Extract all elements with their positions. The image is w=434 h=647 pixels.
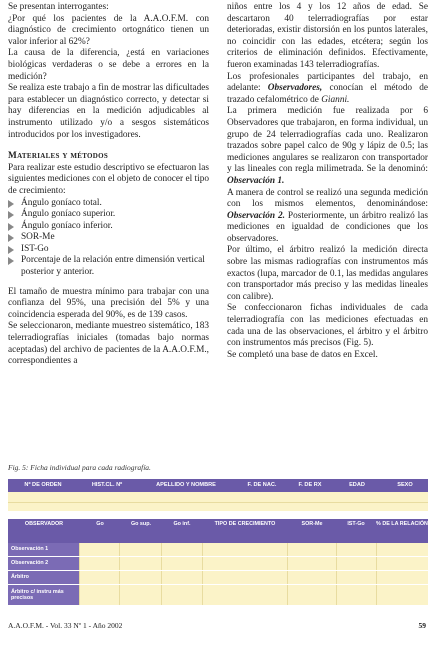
list-item-text: Ángulo goníaco inferior. [21, 220, 113, 231]
row-label: Árbitro [8, 571, 79, 584]
paragraph: Se confeccionaron fichas individuales de cada telerradiografía con las mediciones efectuadas en cada una de las observaciones, el árbitro y el árbitro con instrumentos más precisos (Fig. 5). [227, 303, 428, 349]
term-observacion-1: Observación 1. [227, 175, 285, 186]
list-item-text: Porcentaje de la relación entre dimensión vertical posterior y anterior. [21, 255, 205, 278]
paragraph: Se presentan interrogantes: [8, 2, 109, 12]
text-run: conocían el método de trazado cefalométrico de [227, 83, 428, 105]
list-item [8, 255, 209, 278]
row-label: Árbitro c/ instru más precisos [8, 585, 79, 605]
paragraph [227, 188, 428, 246]
text-run: Posteriormente, un árbitro realizó las mediciones en igualdad de condiciones que los observadores. [227, 210, 428, 244]
radiograph-record-form [8, 479, 428, 606]
journal-reference: A.A.O.F.M. - Vol. 33 Nº 1 - Año 2002 [8, 621, 123, 630]
left-column [8, 2, 209, 368]
bullet-triangle-icon [8, 246, 14, 254]
table-row [8, 585, 428, 606]
table-row [8, 557, 428, 571]
bullet-triangle-icon [8, 211, 14, 219]
page-number: 59 [418, 621, 426, 630]
patient-data-row [8, 492, 428, 503]
text-run: Los profesionales participantes del trabajo, en adelante: [227, 71, 428, 94]
header-cell: % DE LA RELACIÓN [376, 521, 428, 527]
header-cell: Go sup. [130, 521, 152, 527]
section-heading: Materiales y métodos [8, 151, 109, 162]
table-row [8, 543, 428, 557]
term-gianni: Gianni. [321, 94, 350, 105]
paragraph [227, 106, 428, 187]
header-cell: SEXO [397, 482, 413, 488]
term-observacion-2: Observación 2. [227, 210, 285, 221]
paragraph: ¿Por qué los pacientes de la A.A.O.F.M. con diagnóstico de crecimiento ortognático tienen un valor inferior al 62%? [8, 13, 209, 47]
paragraph: El tamaño de muestra mínimo para trabajar con una confianza del 95%, una precisión del 5% y una coincidencia esperada del 90%, es de 139 casos. [8, 286, 209, 320]
header-cell: OBSERVADOR [24, 521, 64, 527]
paragraph: Por último, el árbitro realizó la medición directa sobre las mismas radiografías con instrumentos más exactos (lupa, marcador de 0.1, las medidas angulares con transportador más preciso y las medidas lineales con calibre). [227, 245, 428, 302]
list-item [8, 198, 209, 210]
list-item [8, 244, 209, 256]
measurement-list [8, 198, 209, 279]
bullet-triangle-icon [8, 257, 14, 265]
header-cell: SOR-Me [301, 521, 323, 527]
text-run: La primera medición fue realizada por 6 Observadores que trabajaron, en forma individual, un grupo de 24 telerradiografías cada uno. Realizaron trazados sobre papel calco de 90g y lápiz de 0.5; las mediciones angulares se realizaron con transportador y las lineales con regla milimetrada. Se la denominó: [227, 106, 428, 175]
paragraph: Se completó una base de datos en Excel. [227, 349, 378, 360]
table-row [8, 571, 428, 585]
header-cell: F. DE NAC. [247, 482, 277, 488]
row-label: Observación 2 [8, 557, 79, 570]
term-observadores: Observadores, [267, 83, 323, 94]
bullet-triangle-icon [8, 234, 14, 242]
paragraph: niños entre los 4 y los 12 años de edad. Se descartaron 40 telerradiografías por estar deterioradas, existir distorsión en los puntos laterales, no coincidir con las edades, etcétera; según los criterios de eliminación definidos. Efectivamente, fueron examinadas 143 telerradiografías. [227, 2, 428, 70]
figure-caption: Fig. 5: Ficha individual para cada radiografía. [8, 463, 151, 472]
header-cell: HIST.CL. Nº [91, 482, 123, 488]
header-cell: EDAD [349, 482, 365, 488]
header-cell: Go inf. [173, 521, 191, 527]
header-cell: Nº DE ORDEN [24, 482, 62, 488]
row-label: Observación 1 [8, 543, 79, 556]
observation-header-row [8, 519, 428, 543]
paragraph: Se realiza este trabajo a fin de mostrar las dificultades para establecer un diagnóstico correcto, y detectar si hay diferencias en la medición adjudicables al instrumento utilizado y/o a sesgos sistemáticos introducidos por los investigadores. [8, 83, 209, 140]
text-run: A manera de control se realizó una segunda medición con los mismos elementos, denominándose: [227, 187, 428, 210]
header-cell: Go [96, 521, 104, 527]
header-cell: IST-Go [347, 521, 365, 527]
patient-data-row [8, 503, 428, 511]
list-item [8, 209, 209, 221]
header-cell: TIPO DE CRECIMIENTO [214, 521, 276, 527]
list-item [8, 232, 209, 244]
list-item-text: IST-Go [21, 243, 49, 254]
header-cell: APELLIDO Y NOMBRE [156, 482, 216, 488]
bullet-triangle-icon [8, 200, 14, 208]
header-cell: F. DE RX [298, 482, 322, 488]
list-item [8, 221, 209, 233]
patient-header-row [8, 479, 428, 492]
paragraph: La causa de la diferencia, ¿está en variaciones biológicas verdaderas o se debe a errores en la medición? [8, 48, 209, 82]
list-item-text: SOR-Me [21, 232, 55, 243]
list-item-text: Ángulo goníaco superior. [21, 209, 116, 220]
paragraph: Se seleccionaron, mediante muestreo sistemático, 183 telerradiografías iniciales (tomadas bajo normas aceptadas) del archivo de pacientes de la A.A.O.F.M., correspondientes a [8, 321, 209, 367]
paragraph: Para realizar este estudio descriptivo se efectuaron las siguientes mediciones con el objeto de conocer el tipo de crecimiento: [8, 162, 209, 196]
paragraph [227, 72, 428, 107]
page-footer [8, 621, 426, 630]
right-column [227, 2, 428, 361]
bullet-triangle-icon [8, 223, 14, 231]
list-item-text: Ángulo goníaco total. [21, 197, 102, 208]
